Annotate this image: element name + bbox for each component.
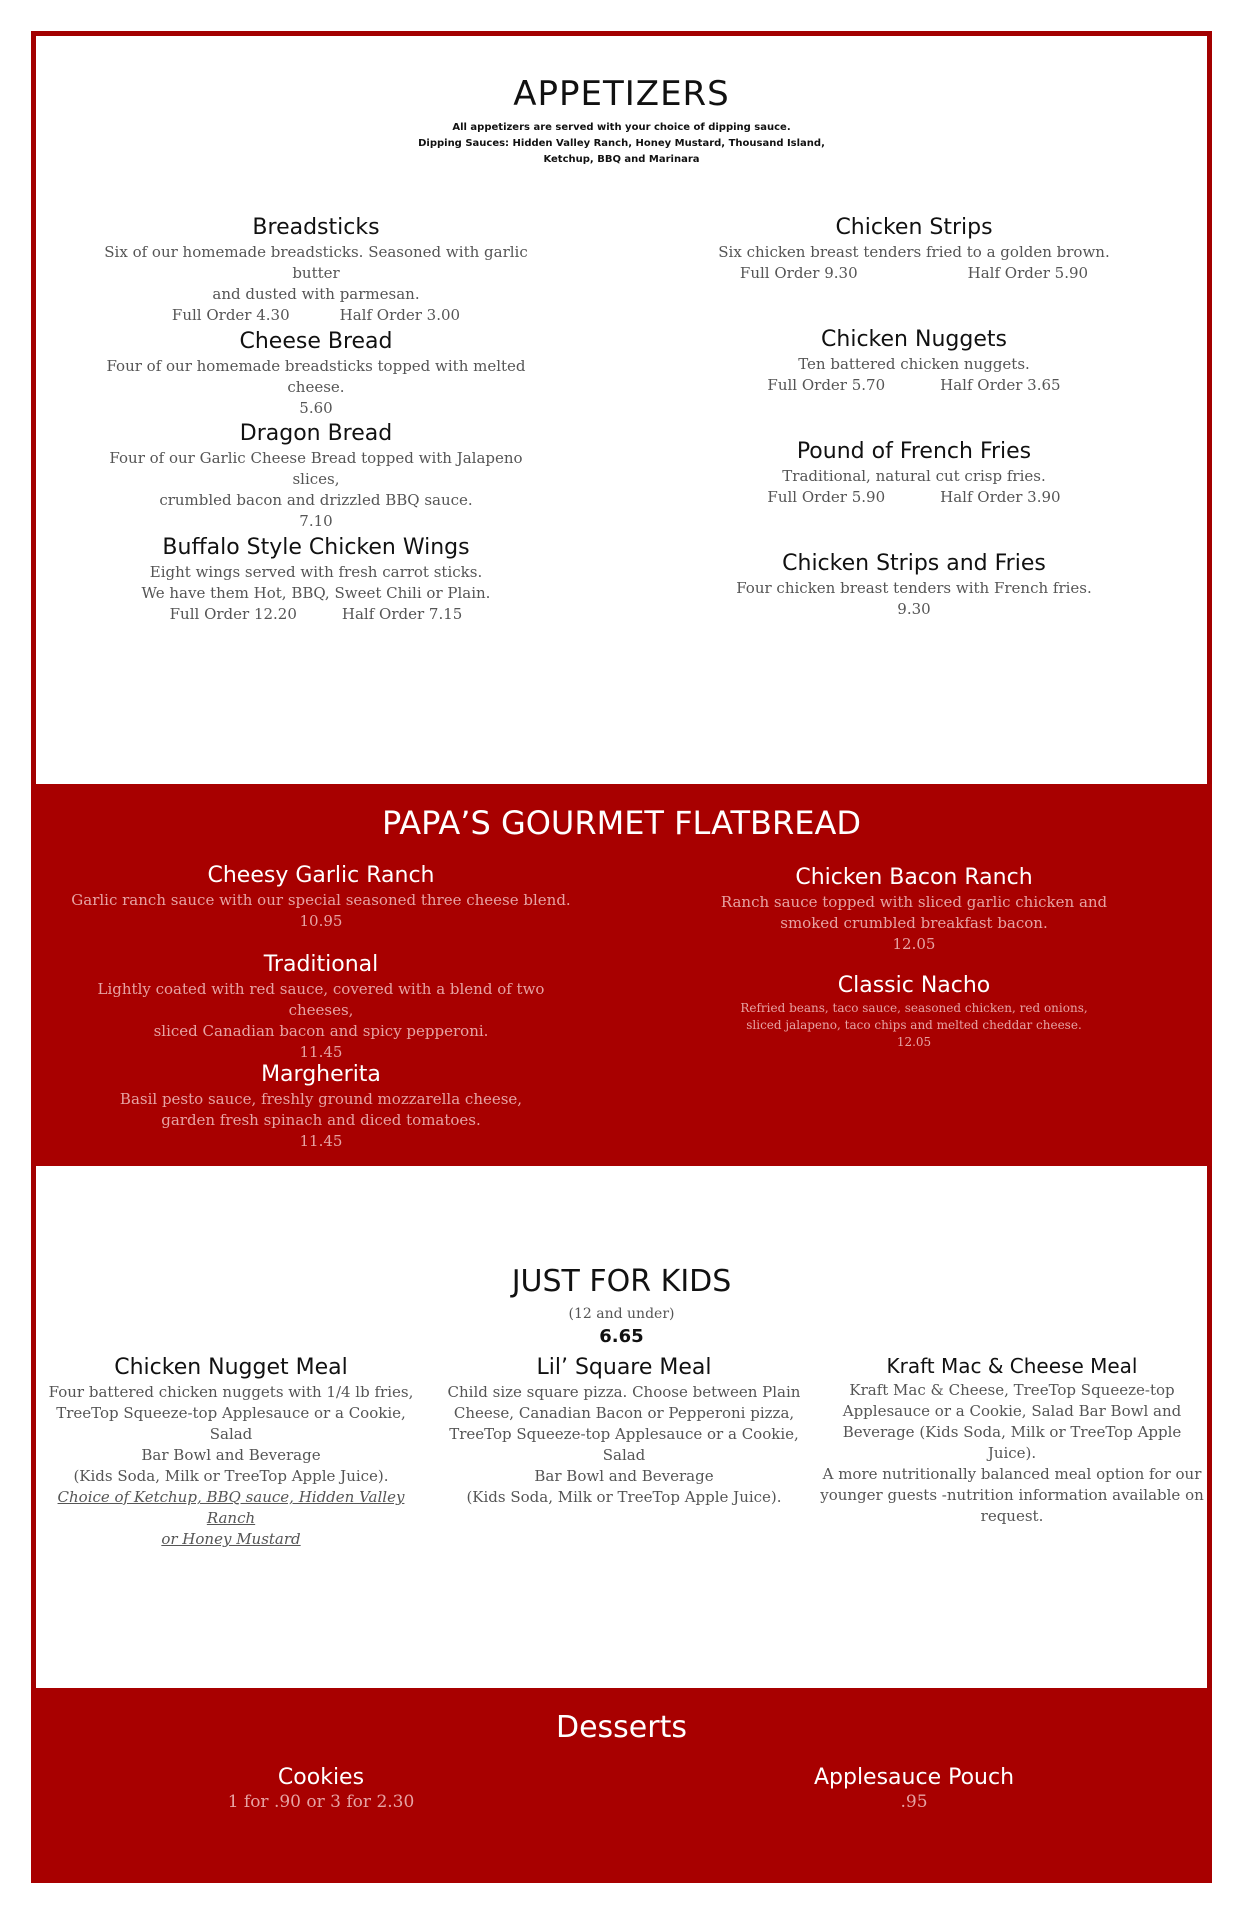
item-name: Chicken Nugget Meal [114,1355,348,1380]
item-name: Chicken Strips [835,215,993,240]
half-order-price: Half Order 7.15 [341,605,463,623]
item-desc: sliced Canadian bacon and spicy pepperoni. [153,1022,489,1040]
item-desc: Four battered chicken nuggets with 1/4 lb fries, [48,1383,414,1401]
item-name: Lil’ Square Meal [536,1355,712,1380]
menu-item-chicken-nuggets [684,326,1144,396]
menu-item-cookies [121,1764,521,1813]
item-desc: (Kids Soda, Milk or TreeTop Apple Juice). [466,1488,782,1506]
item-desc: We have them Hot, BBQ, Sweet Chili or Plain. [141,584,491,602]
item-desc-sauce-choice: or Honey Mustard [161,1530,301,1548]
item-name: Kraft Mac & Cheese Meal [886,1354,1138,1378]
item-desc: request. [980,1507,1044,1525]
menu-item-chicken-nugget-meal [36,1354,426,1550]
flatbread-section [31,784,1212,1166]
item-desc: Applesauce or a Cookie, Salad Bar Bowl and [842,1402,1182,1420]
menu-item-traditional [71,951,571,1063]
item-price: 1 for .90 or 3 for 2.30 [227,1792,415,1812]
item-desc: Kraft Mac & Cheese, TreeTop Squeeze-top [849,1381,1175,1399]
item-price: 12.05 [892,935,936,953]
item-price: 10.95 [299,912,343,930]
menu-item-lil-square-meal [429,1354,819,1508]
menu-item-dragon-bread [86,420,546,532]
item-desc: crumbled bacon and drizzled BBQ sauce. [159,491,473,509]
item-name: Cookies [277,1765,365,1790]
item-desc: Beverage (Kids Soda, Milk or TreeTop Apple Juice). [842,1423,1182,1462]
item-price: .95 [900,1792,928,1812]
menu-item-cheesy-garlic-ranch [71,862,571,932]
item-desc: Ten battered chicken nuggets. [798,355,1030,373]
full-order-price: Full Order 9.30 [739,264,858,282]
menu-item-strips-and-fries [684,550,1144,620]
item-name: Chicken Strips and Fries [782,551,1046,576]
item-price: 9.30 [897,600,931,618]
item-desc: garden fresh spinach and diced tomatoes. [161,1111,481,1129]
item-desc: Basil pesto sauce, freshly ground mozzarella cheese, [119,1090,523,1108]
item-desc: Bar Bowl and Beverage [141,1446,321,1464]
item-desc: and dusted with parmesan. [212,285,420,303]
half-order-price: Half Order 3.90 [940,488,1061,506]
item-desc: Four chicken breast tenders with French fries. [736,579,1092,597]
item-name: Dragon Bread [239,421,393,446]
item-desc: Refried beans, taco sauce, seasoned chicken, red onions, [740,1001,1088,1015]
kids-age-note: (12 and under) [568,1306,675,1322]
full-order-price: Full Order 4.30 [171,306,290,324]
item-desc: smoked crumbled breakfast bacon. [780,914,1048,932]
item-desc: (Kids Soda, Milk or TreeTop Apple Juice). [73,1467,389,1485]
menu-item-mac-cheese-meal [817,1352,1207,1527]
full-order-price: Full Order 5.90 [767,488,886,506]
half-order-price: Half Order 3.00 [339,306,461,324]
item-desc: Bar Bowl and Beverage [534,1467,714,1485]
item-desc: Garlic ranch sauce with our special seasoned three cheese blend. [71,891,571,909]
menu-item-margherita [71,1061,571,1152]
kids-section [31,1166,1212,1688]
item-desc: Six chicken breast tenders fried to a golden brown. [718,243,1110,261]
item-price: 11.45 [299,1043,343,1061]
item-name: Chicken Bacon Ranch [795,865,1033,890]
dipping-note-line-1: All appetizers are served with your choice of dipping sauce. [452,122,791,133]
desserts-section [31,1688,1212,1883]
item-desc: Traditional, natural cut crisp fries. [782,467,1046,485]
full-order-price: Full Order 12.20 [169,605,297,623]
item-price: 7.10 [299,512,333,530]
desserts-title: Desserts [555,1710,687,1745]
dipping-note-line-2: Dipping Sauces: Hidden Valley Ranch, Honey Mustard, Thousand Island, [418,138,825,149]
item-desc: Four of our homemade breadsticks topped with melted cheese. [106,357,526,396]
dipping-note [31,120,1212,168]
appetizers-section [31,36,1212,784]
menu-item-chicken-strips [684,214,1144,284]
appetizers-title: APPETIZERS [513,74,730,114]
full-order-price: Full Order 5.70 [767,376,886,394]
item-desc: Lightly coated with red sauce, covered with a blend of two cheeses, [97,980,545,1019]
menu-item-cheese-bread [86,328,546,419]
menu-item-chicken-bacon-ranch [674,864,1154,955]
menu-item-french-fries [684,438,1144,508]
item-desc: Eight wings served with fresh carrot sticks. [149,563,483,581]
item-name: Cheesy Garlic Ranch [207,863,435,888]
item-name: Classic Nacho [837,973,991,998]
item-desc: Child size square pizza. Choose between Plain [447,1383,801,1401]
item-desc: Six of our homemade breadsticks. Seasoned with garlic butter [104,243,528,282]
dipping-note-line-3: Ketchup, BBQ and Marinara [543,154,700,165]
item-price: 5.60 [299,399,333,417]
item-name: Cheese Bread [239,329,393,354]
item-name: Buffalo Style Chicken Wings [162,535,470,560]
item-desc: Cheese, Canadian Bacon or Pepperoni pizza, [453,1404,795,1422]
item-name: Applesauce Pouch [813,1765,1015,1790]
item-desc: younger guests -nutrition information available on [820,1486,1204,1504]
item-desc: TreeTop Squeeze-top Applesauce or a Cookie, Salad [56,1404,406,1443]
item-name: Pound of French Fries [796,439,1032,464]
item-desc: A more nutritionally balanced meal option for our [822,1465,1202,1483]
item-price: 11.45 [299,1132,343,1150]
kids-title: JUST FOR KIDS [511,1264,732,1299]
menu-item-applesauce-pouch [714,1764,1114,1813]
item-name: Breadsticks [252,215,380,240]
half-order-price: Half Order 5.90 [967,264,1089,282]
item-name: Margherita [261,1062,381,1087]
item-name: Chicken Nuggets [821,327,1007,352]
half-order-price: Half Order 3.65 [940,376,1061,394]
menu-item-chicken-wings [86,534,546,625]
flatbread-title: PAPA’S GOURMET FLATBREAD [382,804,861,842]
item-desc-sauce-choice: Choice of Ketchup, BBQ sauce, Hidden Valley Ranch [57,1488,405,1527]
item-price: 12.05 [896,1035,932,1049]
item-desc: Ranch sauce topped with sliced garlic chicken and [720,893,1108,911]
kids-price: 6.65 [599,1326,644,1347]
item-desc: sliced jalapeno, taco chips and melted cheddar cheese. [746,1018,1082,1032]
menu-item-classic-nacho [674,972,1154,1051]
item-desc: Four of our Garlic Cheese Bread topped with Jalapeno slices, [109,449,523,488]
item-desc: TreeTop Squeeze-top Applesauce or a Cookie, Salad [449,1425,799,1464]
menu-item-breadsticks [86,214,546,326]
item-name: Traditional [263,952,379,977]
